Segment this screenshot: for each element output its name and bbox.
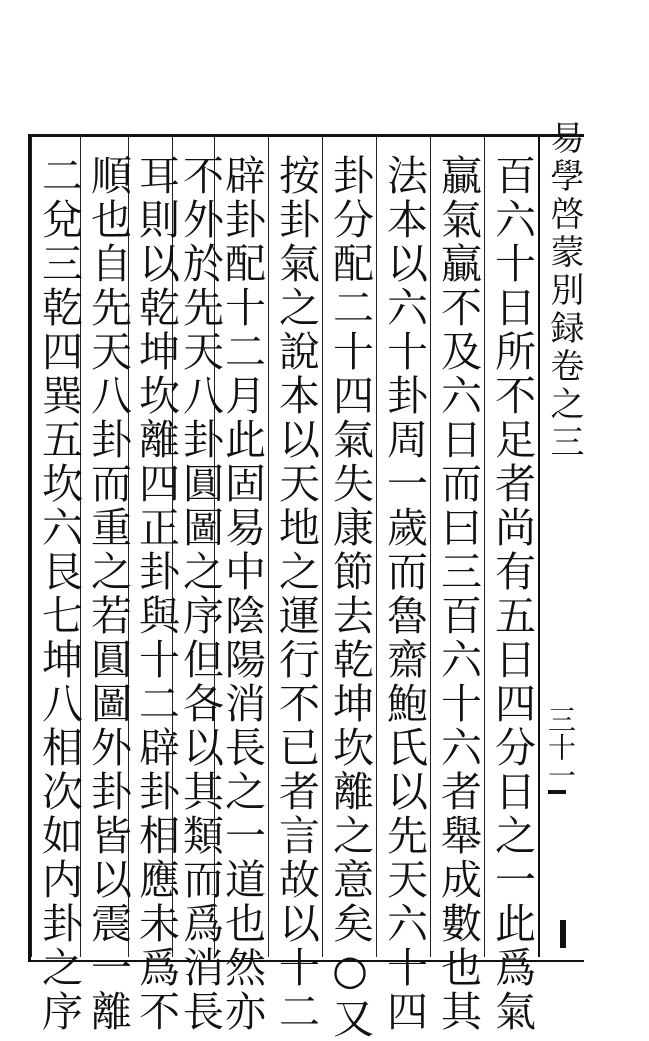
column-text: 順也自先天八卦而重之若圓圖外卦皆以震一離 <box>84 154 132 1034</box>
margin-title: 易學啓蒙別録卷之三 <box>544 120 584 462</box>
column-text: 辟卦配十二月此固易中陰陽消長之一道也然亦 <box>218 154 266 1034</box>
fishtail-mark-lower <box>560 920 566 948</box>
column-text: 不外於先天八卦圓圖之序但各以其類而爲消長 <box>176 154 224 1034</box>
column-text: 二兌三乾四巽五坎六艮七坤八相次如内卦之序 <box>35 154 83 1034</box>
column-text: 法本以六十卦周一歲而魯齋鮑氏以先天六十四 <box>380 154 428 1034</box>
text-column-3 <box>376 134 430 1034</box>
text-column-8 <box>128 134 182 1034</box>
text-column-2 <box>430 134 484 1034</box>
fishtail-mark <box>548 790 566 794</box>
column-text: 卦分配二十四氣失康節去乾坤坎離之意矣○又 <box>326 154 374 1041</box>
text-column-9 <box>80 134 134 1034</box>
text-column-5 <box>268 134 322 1034</box>
margin-page-number: 三十一 <box>544 705 577 789</box>
text-column-4 <box>322 134 376 1041</box>
text-column-10 <box>31 134 85 1034</box>
column-text: 百六十日所不足者尚有五日四分日之一此爲氣 <box>488 154 536 1034</box>
column-text: 按卦氣之說本以天地之運行不已者言故以十二 <box>272 154 320 1034</box>
text-column-1 <box>484 134 538 1034</box>
column-text: 贏氣贏不及六日而曰三百六十六者舉成數也其 <box>434 154 482 1034</box>
column-text: 耳則以乾坤坎離四正卦與十二辟卦相應未爲不 <box>132 154 180 1034</box>
